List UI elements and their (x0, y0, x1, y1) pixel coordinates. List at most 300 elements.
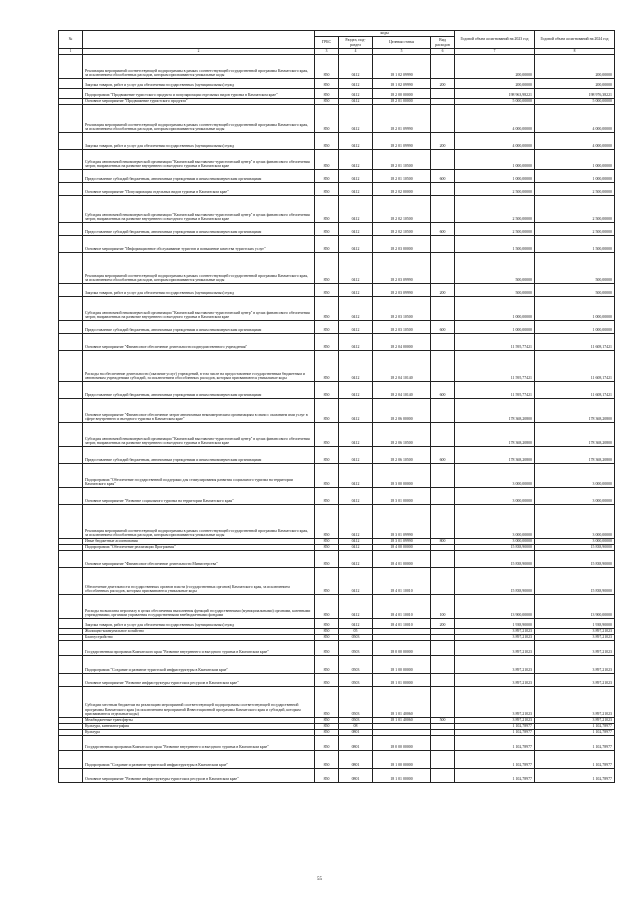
row-volume-2024-cell: 3 000,00000 (535, 464, 615, 488)
budget-allocation-table (58, 30, 615, 783)
row-volume-2023-cell: 11 595,77421 (455, 334, 535, 351)
row-section-cell: 0412 (339, 551, 373, 568)
row-section-cell: 0412 (339, 464, 373, 488)
row-expense-kind-cell (431, 334, 455, 351)
row-target-article-cell: 18 1 00 00000 (373, 751, 431, 769)
row-volume-2024-cell: 5 000,00000 (535, 99, 615, 105)
row-name-cell: Предоставление субсидий бюджетным, автономным учреждениям и иным некоммерческим организациям (83, 321, 315, 334)
row-name-cell: Реализация мероприятий соответствующей подпрограммы в рамках соответствующей государственной программы Камчатского края, за исключением обособленных расходов, которым присваиваются уникальные коды (83, 55, 315, 79)
table-row (59, 321, 615, 334)
row-grbs-cell: 850 (315, 687, 339, 718)
row-section-cell: 0412 (339, 423, 373, 447)
row-target-article-cell: 18 2 01 00000 (373, 99, 431, 105)
row-target-article-cell: 18 0 00 00000 (373, 641, 431, 656)
table-row (59, 133, 615, 150)
row-volume-2023-cell: 200,00000 (455, 79, 535, 89)
table-row (59, 464, 615, 488)
row-target-article-cell: 18 2 03 09990 (373, 253, 431, 284)
row-volume-2024-cell: 13 900,00000 (535, 595, 615, 619)
row-target-article-cell: 18 4 00 00000 (373, 545, 431, 551)
row-name-cell: Жилищно-коммунальное хозяйство (83, 629, 315, 635)
row-name-cell: Реализация мероприятий соответствующей подпрограммы в рамках соответствующей государственной программы Камчатского края, за исключением обособленных расходов, которым присваиваются уникальные коды (83, 253, 315, 284)
row-grbs-cell: 850 (315, 539, 339, 545)
row-section-cell: 0412 (339, 196, 373, 223)
table-row (59, 150, 615, 170)
row-volume-2023-cell: 1 102,78977 (455, 769, 535, 783)
row-volume-2024-cell: 1 102,78977 (535, 769, 615, 783)
row-name-cell: Государственная программа Камчатского края "Развитие внутреннего и въездного туризма в Камчатском крае" (83, 736, 315, 751)
row-grbs-cell: 850 (315, 334, 339, 351)
row-name-cell: Основное мероприятие "Популяризация отдельных видов туризма в Камчатском крае" (83, 183, 315, 196)
row-name-cell: Основное мероприятие "Финансовое обеспечение деятельности подведомственного учреждения" (83, 334, 315, 351)
table-row (59, 447, 615, 464)
row-volume-2023-cell: 13 900,00000 (455, 595, 535, 619)
row-number-cell (59, 568, 83, 595)
row-name-cell: Субсидия автономной некоммерческой организации "Камчатский выставочно-туристический центр" в целях финансового обеспечения затрат, направленных на развитие внутреннего и въездного туризма в Камчатском крае (83, 423, 315, 447)
row-section-cell: 0412 (339, 619, 373, 629)
row-section-cell: 0412 (339, 55, 373, 79)
row-number-cell (59, 170, 83, 183)
col-number: 2 (83, 49, 315, 55)
row-target-article-cell: 18 2 01 10500 (373, 150, 431, 170)
row-volume-2023-cell: 1 000,00000 (455, 297, 535, 321)
row-expense-kind-cell (431, 196, 455, 223)
row-expense-kind-cell (431, 297, 455, 321)
row-target-article-cell: 18 0 00 00000 (373, 736, 431, 751)
row-number-cell (59, 79, 83, 89)
row-grbs-cell: 850 (315, 236, 339, 253)
row-name-cell: Субсидия автономной некоммерческой организации "Камчатский выставочно-туристический центр" в целях финансового обеспечения затрат, направленных на развитие внутреннего и въездного туризма в Камчатском крае (83, 150, 315, 170)
table-row (59, 619, 615, 629)
row-section-cell: 0412 (339, 284, 373, 297)
row-expense-kind-cell: 200 (431, 133, 455, 150)
row-volume-2023-cell: 2 500,00000 (455, 183, 535, 196)
table-row (59, 551, 615, 568)
row-number-cell (59, 595, 83, 619)
row-number-cell (59, 674, 83, 687)
row-name-cell: Субсидия автономной некоммерческой организации "Камчатский выставочно-туристический центр" в целях финансового обеспечения затрат, направленных на развитие внутреннего и въездного туризма в Камчатском крае (83, 196, 315, 223)
col-number: 7 (455, 49, 535, 55)
row-volume-2024-cell: 1 102,78977 (535, 724, 615, 730)
row-section-cell: 0412 (339, 89, 373, 99)
row-grbs-cell: 850 (315, 736, 339, 751)
row-grbs-cell: 850 (315, 674, 339, 687)
row-name-cell: Культура (83, 730, 315, 736)
row-section-cell: 0412 (339, 105, 373, 133)
table-row (59, 769, 615, 783)
col-header-number: № (59, 31, 83, 49)
row-target-article-cell: 18 2 06 00000 (373, 399, 431, 423)
row-volume-2024-cell: 1 102,78977 (535, 751, 615, 769)
row-name-cell: Основное мероприятие "Развитие инфраструктуры туристских ресурсов в Камчатском крае" (83, 769, 315, 783)
row-name-cell: Подпрограмма "Обеспечение государственной поддержки для стимулирования развития социального туризма на территории Камчатского края" (83, 464, 315, 488)
table-row (59, 284, 615, 297)
col-header-expense-kind: Вид расходов (431, 37, 455, 49)
row-volume-2023-cell: 178 368,20800 (455, 399, 535, 423)
row-name-cell: Основное мероприятие "Финансовое обеспечение деятельности Министерства" (83, 551, 315, 568)
row-section-cell: 0412 (339, 170, 373, 183)
row-expense-kind-cell (431, 568, 455, 595)
row-name-cell: Основное мероприятие "Финансовое обеспечение затрат автономным некоммерческим организациям в связи с оказанием ими услуг в сфере внутреннего и въездного туризма в Камчатском крае" (83, 399, 315, 423)
row-volume-2024-cell: 15 838,90000 (535, 545, 615, 551)
row-number-cell (59, 447, 83, 464)
row-target-article-cell: 18 2 03 10500 (373, 297, 431, 321)
table-row (59, 595, 615, 619)
col-header-grbs: ГРБС (315, 37, 339, 49)
row-number-cell (59, 488, 83, 505)
row-section-cell: 0412 (339, 595, 373, 619)
row-number-cell (59, 656, 83, 674)
col-header-section: Раздел, под-раздел (339, 37, 373, 49)
table-row (59, 183, 615, 196)
row-name-cell: Закупка товаров, работ и услуг для обеспечения государственных (муниципальных) нужд (83, 133, 315, 150)
row-name-cell: Подпрограмма "Обеспечение реализации Программы" (83, 545, 315, 551)
row-expense-kind-cell (431, 641, 455, 656)
row-expense-kind-cell (431, 183, 455, 196)
row-volume-2023-cell: 4 000,00000 (455, 105, 535, 133)
row-name-cell: Предоставление субсидий бюджетным, автономным учреждениям и иным некоммерческим организациям (83, 382, 315, 399)
row-grbs-cell: 850 (315, 423, 339, 447)
row-expense-kind-cell: 500 (431, 718, 455, 724)
row-section-cell: 0801 (339, 751, 373, 769)
row-volume-2023-cell: 1 000,00000 (455, 321, 535, 334)
row-target-article-cell: 18 3 01 09990 (373, 505, 431, 539)
row-volume-2024-cell: 3 897,21023 (535, 629, 615, 635)
table-row (59, 253, 615, 284)
row-volume-2023-cell: 1 000,00000 (455, 170, 535, 183)
row-number-cell (59, 284, 83, 297)
row-volume-2024-cell: 1 000,00000 (535, 321, 615, 334)
row-grbs-cell: 850 (315, 183, 339, 196)
row-expense-kind-cell (431, 488, 455, 505)
row-volume-2024-cell: 200,00000 (535, 55, 615, 79)
row-volume-2024-cell: 3 000,00000 (535, 488, 615, 505)
budget-table-sheet (58, 30, 614, 783)
row-grbs-cell: 850 (315, 399, 339, 423)
row-target-article-cell: 18 2 03 10500 (373, 321, 431, 334)
row-volume-2024-cell: 1 102,78977 (535, 736, 615, 751)
row-volume-2023-cell: 4 000,00000 (455, 133, 535, 150)
row-volume-2024-cell: 2 500,00000 (535, 223, 615, 236)
row-volume-2023-cell: 3 000,00000 (455, 505, 535, 539)
row-volume-2023-cell: 2 500,00000 (455, 196, 535, 223)
row-expense-kind-cell (431, 674, 455, 687)
row-section-cell: 05 (339, 629, 373, 635)
table-row (59, 687, 615, 718)
row-volume-2023-cell: 200,00000 (455, 55, 535, 79)
row-section-cell: 0503 (339, 718, 373, 724)
row-section-cell: 0801 (339, 736, 373, 751)
row-section-cell: 0412 (339, 505, 373, 539)
row-grbs-cell: 850 (315, 464, 339, 488)
row-expense-kind-cell (431, 55, 455, 79)
row-volume-2024-cell: 3 897,21023 (535, 656, 615, 674)
row-number-cell (59, 551, 83, 568)
row-grbs-cell: 850 (315, 551, 339, 568)
row-target-article-cell: 18 2 04 10140 (373, 351, 431, 382)
row-expense-kind-cell (431, 253, 455, 284)
row-volume-2023-cell: 3 000,00000 (455, 539, 535, 545)
row-volume-2023-cell: 1 938,90000 (455, 619, 535, 629)
table-row (59, 334, 615, 351)
table-row (59, 382, 615, 399)
row-volume-2023-cell: 1 102,78977 (455, 730, 535, 736)
row-expense-kind-cell: 600 (431, 321, 455, 334)
row-grbs-cell: 850 (315, 79, 339, 89)
row-expense-kind-cell (431, 399, 455, 423)
row-section-cell: 0412 (339, 334, 373, 351)
row-grbs-cell: 850 (315, 619, 339, 629)
row-target-article-cell: 18 4 01 00000 (373, 551, 431, 568)
row-name-cell: Закупка товаров, работ и услуг для обеспечения государственных (муниципальных) нужд (83, 284, 315, 297)
row-grbs-cell: 850 (315, 488, 339, 505)
row-number-cell (59, 505, 83, 539)
row-expense-kind-cell (431, 423, 455, 447)
page-number: 55 (317, 877, 322, 882)
row-target-article-cell: 18 1 00 00000 (373, 656, 431, 674)
row-number-cell (59, 687, 83, 718)
row-number-cell (59, 769, 83, 783)
row-number-cell (59, 89, 83, 99)
row-target-article-cell: 18 2 04 10140 (373, 382, 431, 399)
row-target-article-cell: 18 2 02 10500 (373, 223, 431, 236)
row-section-cell: 0801 (339, 730, 373, 736)
row-volume-2023-cell: 15 838,90000 (455, 545, 535, 551)
row-expense-kind-cell (431, 89, 455, 99)
row-name-cell: Обеспечение деятельности государственных органов власти (государственных органов) Камчатского края, за исключением обособленных расходов, которым присваиваются уникальные коды (83, 568, 315, 595)
table-row (59, 55, 615, 79)
row-volume-2024-cell: 1 938,90000 (535, 619, 615, 629)
row-number-cell (59, 641, 83, 656)
row-volume-2024-cell: 3 897,21023 (535, 687, 615, 718)
row-expense-kind-cell (431, 351, 455, 382)
row-volume-2023-cell: 15 838,90000 (455, 551, 535, 568)
row-grbs-cell: 850 (315, 223, 339, 236)
row-target-article-cell: 18 2 01 10500 (373, 170, 431, 183)
row-volume-2023-cell: 3 897,21023 (455, 635, 535, 641)
row-number-cell (59, 253, 83, 284)
row-name-cell: Подпрограмма "Создание и развитие туристской инфраструктуры в Камчатском крае" (83, 656, 315, 674)
row-section-cell: 0412 (339, 447, 373, 464)
row-grbs-cell: 850 (315, 718, 339, 724)
row-target-article-cell: 18 1 02 09990 (373, 79, 431, 89)
row-name-cell: Благоустройство (83, 635, 315, 641)
row-expense-kind-cell: 200 (431, 79, 455, 89)
row-expense-kind-cell (431, 656, 455, 674)
row-number-cell (59, 619, 83, 629)
row-section-cell: 0412 (339, 321, 373, 334)
row-expense-kind-cell (431, 236, 455, 253)
row-name-cell: Закупка товаров, работ и услуг для обеспечения государственных (муниципальных) нужд (83, 79, 315, 89)
row-number-cell (59, 133, 83, 150)
row-target-article-cell: 18 4 01 10010 (373, 568, 431, 595)
row-number-cell (59, 464, 83, 488)
row-name-cell: Основное мероприятие "Информационное обслуживание туристов и повышение качества туристских услуг" (83, 236, 315, 253)
row-expense-kind-cell: 600 (431, 382, 455, 399)
table-row (59, 423, 615, 447)
row-volume-2024-cell: 1 500,00000 (535, 236, 615, 253)
row-expense-kind-cell: 600 (431, 447, 455, 464)
row-target-article-cell: 18 1 01 40060 (373, 718, 431, 724)
row-expense-kind-cell (431, 736, 455, 751)
row-volume-2023-cell: 3 897,21023 (455, 656, 535, 674)
table-row (59, 236, 615, 253)
row-volume-2023-cell: 3 000,00000 (455, 488, 535, 505)
row-target-article-cell: 18 1 01 00000 (373, 674, 431, 687)
row-volume-2024-cell: 2 500,00000 (535, 196, 615, 223)
row-name-cell: Расходы на обеспечение деятельности (оказание услуг) учреждений, в том числе на предоставление государственным бюджетным и автономным учреждениям субсидий, за исключением обособленных расходов, которым присваиваются уникальные коды (83, 351, 315, 382)
row-section-cell: 0412 (339, 99, 373, 105)
row-grbs-cell: 850 (315, 382, 339, 399)
row-name-cell: Межбюджетные трансферты (83, 718, 315, 724)
col-header-target-article: Целевая статья (373, 37, 431, 49)
row-grbs-cell: 850 (315, 769, 339, 783)
row-volume-2024-cell: 178 368,20800 (535, 447, 615, 464)
row-name-cell: Реализация мероприятий соответствующей подпрограммы в рамках соответствующей государственной программы Камчатского края, за исключением обособленных расходов, которым присваиваются уникальные коды (83, 105, 315, 133)
row-section-cell: 0412 (339, 488, 373, 505)
row-target-article-cell: 18 2 02 00000 (373, 183, 431, 196)
row-expense-kind-cell (431, 464, 455, 488)
row-section-cell: 0503 (339, 674, 373, 687)
row-volume-2024-cell: 3 897,21023 (535, 635, 615, 641)
row-volume-2024-cell: 178 368,20800 (535, 423, 615, 447)
row-section-cell: 0412 (339, 133, 373, 150)
row-grbs-cell: 850 (315, 105, 339, 133)
row-volume-2023-cell: 11 595,77421 (455, 351, 535, 382)
row-section-cell: 0503 (339, 656, 373, 674)
row-section-cell: 0412 (339, 297, 373, 321)
row-expense-kind-cell: 100 (431, 595, 455, 619)
row-volume-2023-cell: 3 897,21023 (455, 718, 535, 724)
row-name-cell: Государственная программа Камчатского края "Развитие внутреннего и въездного туризма в Камчатском крае" (83, 641, 315, 656)
row-name-cell: Основное мероприятие "Продвижение туристского продукта" (83, 99, 315, 105)
row-grbs-cell: 850 (315, 595, 339, 619)
row-expense-kind-cell: 200 (431, 619, 455, 629)
table-row (59, 297, 615, 321)
row-expense-kind-cell (431, 505, 455, 539)
row-expense-kind-cell (431, 105, 455, 133)
row-grbs-cell: 850 (315, 505, 339, 539)
row-volume-2024-cell: 500,00000 (535, 253, 615, 284)
row-name-cell: Предоставление субсидий бюджетным, автономным учреждениям и иным некоммерческим организациям (83, 170, 315, 183)
row-section-cell: 0412 (339, 223, 373, 236)
row-expense-kind-cell (431, 751, 455, 769)
row-name-cell: Реализация мероприятий соответствующей подпрограммы в рамках соответствующей государственной программы Камчатского края, за исключением обособленных расходов, которым присваиваются уникальные коды (83, 505, 315, 539)
table-row (59, 399, 615, 423)
row-number-cell (59, 55, 83, 79)
row-section-cell: 0412 (339, 150, 373, 170)
row-grbs-cell: 850 (315, 321, 339, 334)
row-name-cell: Закупка товаров, работ и услуг для обеспечения государственных (муниципальных) нужд (83, 619, 315, 629)
row-name-cell: Основное мероприятие "Развитие социального туризма на территории Камчатского края" (83, 488, 315, 505)
row-expense-kind-cell (431, 769, 455, 783)
row-number-cell (59, 196, 83, 223)
col-header-codes: коды (315, 31, 455, 37)
row-grbs-cell: 850 (315, 170, 339, 183)
col-header-volume-2023: Годовой объем ассигнований на 2023 год (455, 31, 535, 49)
row-volume-2024-cell: 11 608,17421 (535, 382, 615, 399)
row-section-cell: 0412 (339, 568, 373, 595)
row-section-cell: 0503 (339, 687, 373, 718)
col-number: 3 (315, 49, 339, 55)
row-target-article-cell: 18 4 01 10010 (373, 595, 431, 619)
row-expense-kind-cell: 600 (431, 223, 455, 236)
row-name-cell: Подпрограмма "Продвижение туристского продукта и популяризация отдельных видов туризма в Камчатском крае" (83, 89, 315, 99)
row-target-article-cell: 18 2 01 09990 (373, 133, 431, 150)
row-number-cell (59, 183, 83, 196)
row-name-cell: Расходы на выплаты персоналу в целях обеспечения выполнения функций государственными (муниципальными) органами, казенными учреждениями, органами управления государственными внебюджетными фондами (83, 595, 315, 619)
row-number-cell (59, 423, 83, 447)
table-row (59, 105, 615, 133)
row-number-cell (59, 351, 83, 382)
row-volume-2024-cell: 3 000,00000 (535, 539, 615, 545)
row-volume-2023-cell: 1 000,00000 (455, 150, 535, 170)
row-volume-2023-cell: 198 963,98221 (455, 89, 535, 99)
row-grbs-cell: 850 (315, 641, 339, 656)
col-number: 8 (535, 49, 615, 55)
row-grbs-cell: 850 (315, 568, 339, 595)
row-grbs-cell: 850 (315, 89, 339, 99)
col-number: 5 (373, 49, 431, 55)
row-number-cell (59, 297, 83, 321)
row-section-cell: 0503 (339, 635, 373, 641)
row-expense-kind-cell: 600 (431, 170, 455, 183)
row-grbs-cell: 850 (315, 545, 339, 551)
row-name-cell: Субсидии местным бюджетам на реализацию мероприятий соответствующей подпрограммы соответствующей государственной программы Камчатского края (за исключением мероприятий Инвестиционной программы Камчатского края и субсидий, которым присваиваются отдельные коды) (83, 687, 315, 718)
row-volume-2023-cell: 2 500,00000 (455, 223, 535, 236)
col-header-volume-2024: Годовой объем ассигнований на 2024 год (535, 31, 615, 49)
table-row (59, 568, 615, 595)
row-expense-kind-cell (431, 687, 455, 718)
row-section-cell: 0412 (339, 545, 373, 551)
row-section-cell: 0412 (339, 399, 373, 423)
table-row (59, 89, 615, 99)
row-grbs-cell: 850 (315, 447, 339, 464)
row-volume-2024-cell: 11 608,17421 (535, 334, 615, 351)
row-volume-2023-cell: 3 897,21023 (455, 674, 535, 687)
row-section-cell: 0801 (339, 769, 373, 783)
row-section-cell: 0412 (339, 539, 373, 545)
row-grbs-cell: 850 (315, 150, 339, 170)
row-grbs-cell: 850 (315, 133, 339, 150)
row-number-cell (59, 321, 83, 334)
row-volume-2024-cell: 1 000,00000 (535, 150, 615, 170)
row-grbs-cell: 850 (315, 297, 339, 321)
row-grbs-cell: 850 (315, 724, 339, 730)
row-grbs-cell: 850 (315, 635, 339, 641)
row-volume-2024-cell: 4 000,00000 (535, 105, 615, 133)
row-volume-2023-cell: 3 897,21023 (455, 641, 535, 656)
row-volume-2023-cell: 1 500,00000 (455, 236, 535, 253)
row-volume-2023-cell: 1 102,78977 (455, 736, 535, 751)
row-section-cell: 0412 (339, 79, 373, 89)
table-row (59, 351, 615, 382)
row-section-cell: 0412 (339, 351, 373, 382)
row-section-cell: 08 (339, 724, 373, 730)
row-target-article-cell: 18 2 02 10500 (373, 196, 431, 223)
row-volume-2023-cell: 178 368,20800 (455, 423, 535, 447)
row-volume-2023-cell: 1 102,78977 (455, 751, 535, 769)
row-number-cell (59, 751, 83, 769)
table-row (59, 736, 615, 751)
row-volume-2024-cell: 15 838,90000 (535, 551, 615, 568)
row-volume-2024-cell: 1 000,00000 (535, 170, 615, 183)
table-row (59, 488, 615, 505)
table-row (59, 656, 615, 674)
row-volume-2023-cell: 500,00000 (455, 284, 535, 297)
row-name-cell: Предоставление субсидий бюджетным, автономным учреждениям и иным некоммерческим организациям (83, 223, 315, 236)
row-grbs-cell: 850 (315, 55, 339, 79)
